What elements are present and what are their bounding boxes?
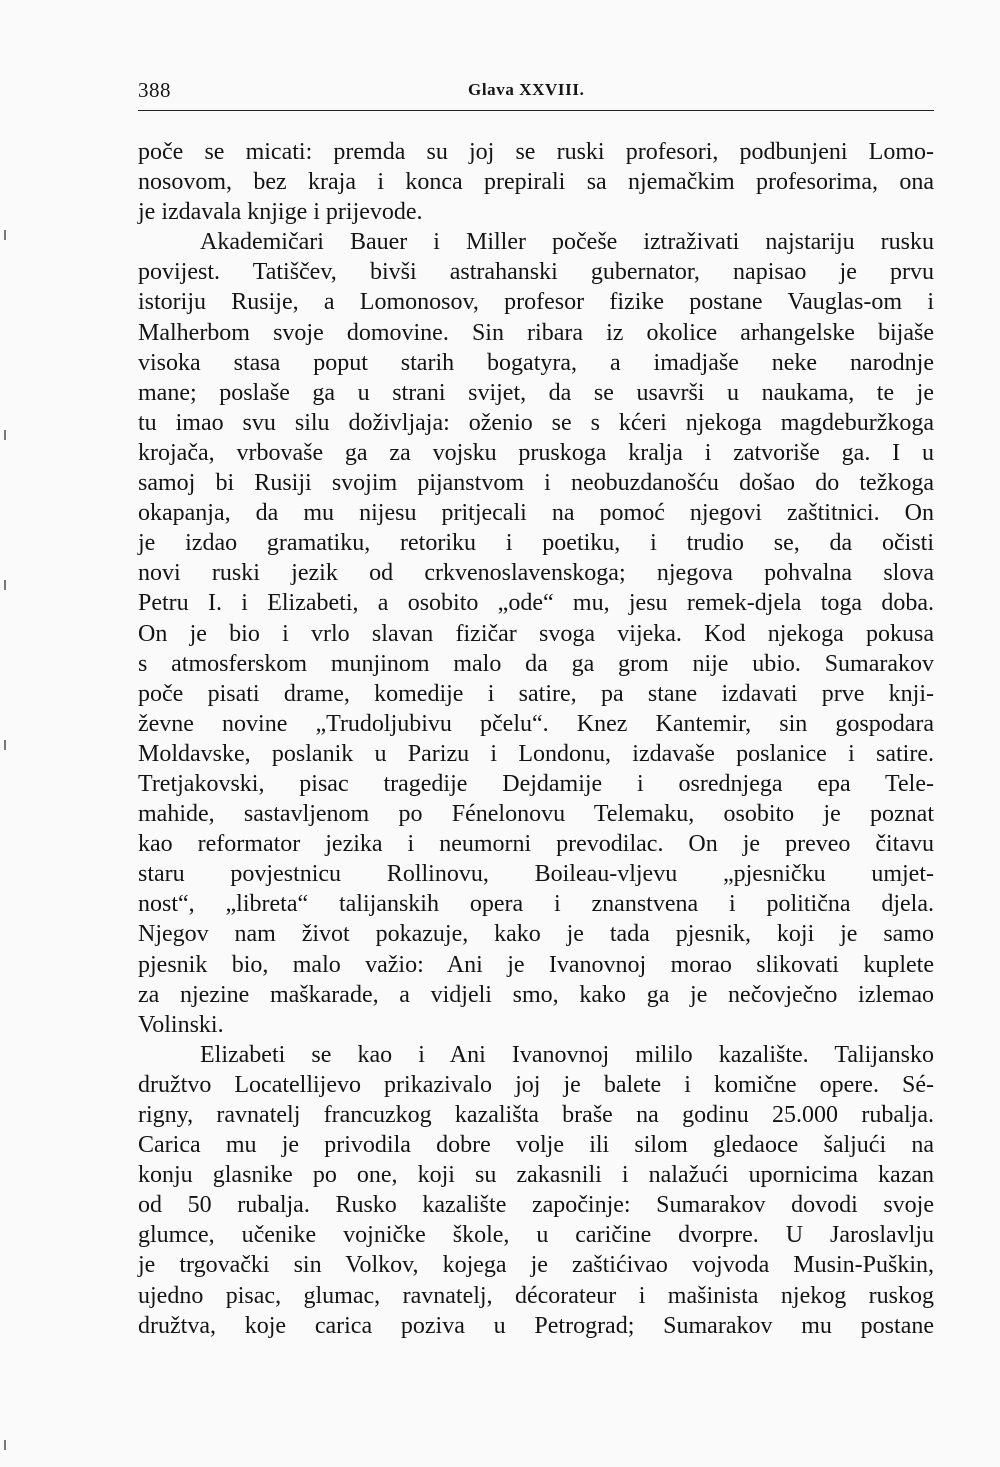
text-line: Petru I. i Elizabeti, a osobito „ode“ mu, jesu remek-djela toga doba. (138, 590, 934, 617)
text-line: glumce, učenike vojničke škole, u caričine dvorpre. U Jaroslavlju (138, 1222, 934, 1249)
margin-mark (4, 1440, 6, 1450)
margin-mark (4, 580, 6, 590)
text-line: Malherbom svoje domovine. Sin ribara iz okolice arhangelske bijaše (138, 319, 934, 346)
text-line: s atmosferskom munjinom malo da ga grom nije ubio. Sumarakov (138, 650, 934, 677)
body-text (138, 137, 934, 1341)
text-line: je trgovački sin Volkov, kojega je zaštićivao vojvoda Musin-Puškin, (138, 1252, 934, 1279)
header-rule (138, 110, 934, 111)
text-line: mahide, sastavljenom po Fénelonovu Telemaku, osobito je poznat (138, 801, 934, 828)
page-number: 388 (138, 78, 171, 102)
text-line: je izdavala knjige i prijevode. (138, 199, 423, 226)
text-line: rigny, ravnatelj francuzkog kazališta braše na godinu 25.000 rubalja. (138, 1102, 934, 1128)
text-line: krojača, vrbovaše ga za vojsku pruskoga kralja i zatvoriše ga. I u (138, 439, 934, 466)
text-line: istoriju Rusije, a Lomonosov, profesor fizike postane Vauglas-om i (138, 289, 934, 316)
text-line: Carica mu je privodila dobre volje ili silom gledaoce šaljući na (138, 1132, 934, 1159)
text-line: družtvo Locatellijevo prikazivalo joj je balete i komične opere. Sé- (138, 1071, 934, 1098)
text-line: Moldavske, poslanik u Parizu i Londonu, izdavaše poslanice i satire. (138, 740, 934, 767)
chapter-title: Glava XXVIII. (468, 80, 585, 99)
text-line: povijest. Tatiščev, bivši astrahanski gubernator, napisao je prvu (138, 259, 934, 286)
text-line: Tretjakovski, pisac tragedije Dejdamije i osrednjega epa Tele- (138, 770, 934, 797)
text-line: Njegov nam život pokazuje, kako je tada pjesnik, koji je samo (138, 921, 934, 948)
text-line: družtva, koje carica poziva u Petrograd; Sumarakov mu postane (138, 1312, 934, 1339)
text-line: ževne novine „Trudoljubivu pčelu“. Knez Kantemir, sin gospodara (138, 710, 934, 737)
text-line: okapanja, da mu nijesu pritjecali na pomoć njegovi zaštitnici. On (138, 500, 934, 527)
text-line: novi ruski jezik od crkvenoslavenskoga; njegova pohvalna slova (138, 560, 934, 587)
text-line: konju glasnike po one, koji su zakasnili i nalažući upornicima kazan (138, 1162, 934, 1189)
text-line: nost“, „libreta“ talijanskih opera i znanstvena i politična djela. (138, 891, 934, 918)
text-line: kao reformator jezika i neumorni prevodilac. On je preveo čitavu (138, 831, 934, 858)
text-line: je izdao gramatiku, retoriku i poetiku, i trudio se, da očisti (138, 530, 934, 557)
text-line: za njezine maškarade, a vidjeli smo, kako ga je nečovječno izlemao (138, 981, 934, 1008)
running-head (138, 78, 932, 102)
text-line: tu imao svu silu doživljaja: oženio se s kćeri njekoga magdeburžkoga (138, 409, 934, 436)
text-line: poče pisati drame, komedije i satire, pa stane izdavati prve knji- (138, 680, 934, 707)
text-line: ujedno pisac, glumac, ravnatelj, décorateur i mašinista njekog ruskog (138, 1282, 934, 1309)
text-line: staru povjestnicu Rollinovu, Boileau-vljevu „pjesničku umjet- (138, 861, 934, 888)
text-line: Akademičari Bauer i Miller počeše iztraživati najstariju rusku (200, 229, 934, 256)
margin-mark (4, 740, 6, 750)
text-line: Volinski. (138, 1011, 224, 1038)
text-line: poče se micati: premda su joj se ruski profesori, podbunjeni Lomo- (138, 139, 934, 165)
text-line: On je bio i vrlo slavan fizičar svoga vijeka. Kod njekoga pokusa (138, 620, 934, 647)
text-line: Elizabeti se kao i Ani Ivanovnoj mililo kazalište. Talijansko (200, 1041, 934, 1068)
margin-mark (4, 430, 6, 440)
text-line: od 50 rubalja. Rusko kazalište započinje: Sumarakov dovodi svoje (138, 1192, 934, 1219)
text-line: samoj bi Rusiji svojim pijanstvom i neobuzdanošću došao do težkoga (138, 470, 934, 497)
text-line: pjesnik bio, malo važio: Ani je Ivanovnoj morao slikovati kuplete (138, 951, 934, 978)
text-line: nosovom, bez kraja i konca prepirali sa njemačkim profesorima, ona (138, 169, 934, 196)
text-line: mane; poslaše ga u strani svijet, da se usavrši u naukama, te je (138, 379, 934, 406)
text-line: visoka stasa poput starih bogatyra, a imadjaše neke narodnje (138, 349, 934, 376)
margin-mark (4, 230, 6, 240)
